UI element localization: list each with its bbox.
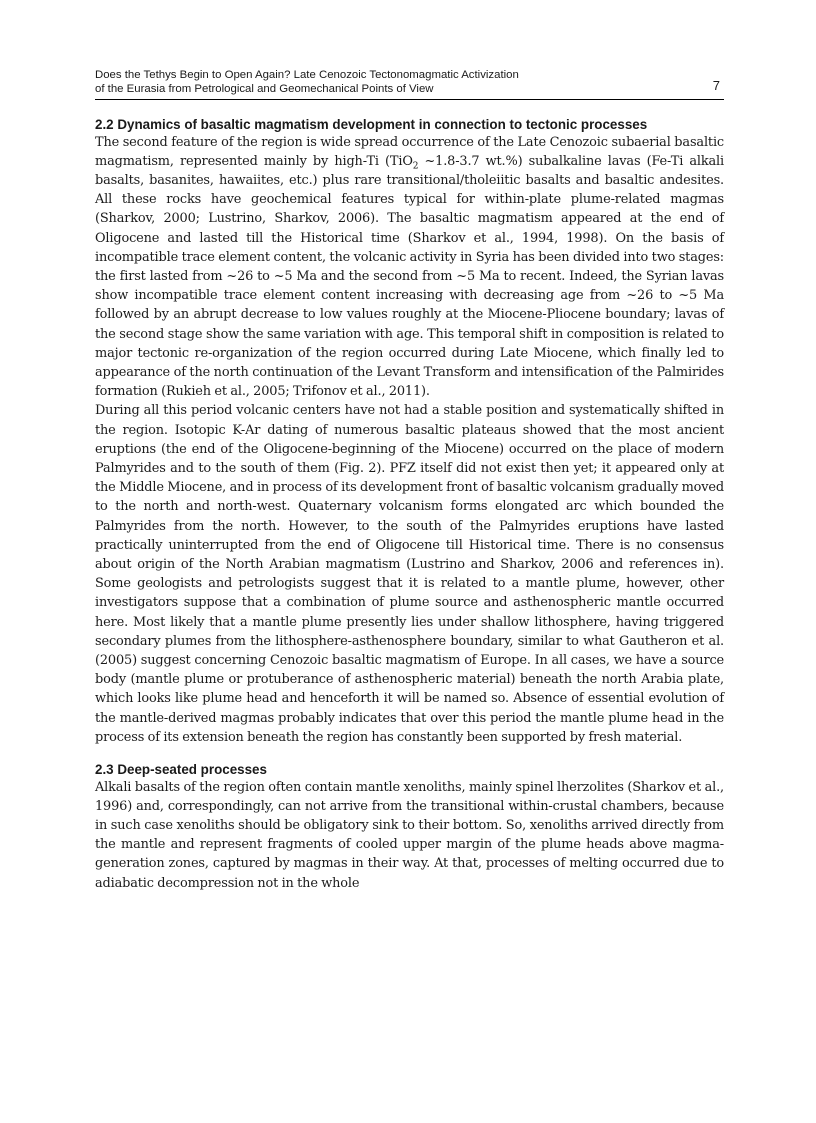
section-heading-2-3: 2.3 Deep-seated processes bbox=[95, 762, 267, 777]
running-title-line-2: of the Eurasia from Petrological and Geomechanical Points of View bbox=[95, 82, 434, 95]
section-gap bbox=[95, 747, 724, 762]
paragraph-deep-seated: Alkali basalts of the region often contain mantle xenoliths, mainly spinel lherzolites (Sharkov et al., 1996) and, correspondingly, can not arrive from the transitional within-crustal chambers, because in such case xenoliths should be obligatory sink to their bottom. So, xenoliths arrived directly from the mantle and represent fragments of cooled upper margin of the plume heads above magma-generation zones, captured by magmas in their way. At that, processes of melting occurred due to adiabatic decompression not in the whole bbox=[95, 779, 724, 891]
section-heading-2-2: 2.2 Dynamics of basaltic magmatism development in connection to tectonic processes bbox=[95, 117, 648, 132]
page-header bbox=[95, 67, 724, 100]
paragraph-volcanic-centers: During all this period volcanic centers have not had a stable position and systematically shifted in the region. Isotopic K-Ar dating of numerous basaltic plateaus showed that the most ancient eruptions (the end of the Oligocene-beginning of the Miocene) occurred on the place of modern Palmyrides and to the south of them (Fig. 2). PFZ itself did not exist then yet; it appeared only at the Middle Miocene, and in process of its development front of basaltic volcanism gradually moved to the north and north-west. Quaternary volcanism forms elongated arc which bounded the Palmyrides from the north. However, to the south of the Palmyrides eruptions have lasted practically uninterrupted from the end of Oligocene till Historical time. There is no consensus about origin of the North Arabian magmatism (Lustrino and Sharkov, 2006 and references in). Some geologists and petrologists suggest that it is related to a mantle plume, however, other investigators suppose that a combination of plume source and asthenospheric mantle occurred here. Most likely that a mantle plume presently lies under shallow lithosphere, having triggered secondary plumes from the lithosphere-asthenosphere boundary, similar to what Gautheron et al. (2005) suggest concerning Cenozoic basaltic magmatism of Europe. In all cases, we have a source body (mantle plume or protuberance of asthenospheric material) beneath the north Arabia plate, which looks like plume head and henceforth it will be named so. Absence of essential evolution of the mantle-derived magmas probably indicates that over this period the mantle plume head in the process of its extension beneath the region has constantly been supported by fresh material. bbox=[95, 403, 724, 745]
running-title-line-1: Does the Tethys Begin to Open Again? Late Cenozoic Tectonomagmatic Activization bbox=[95, 69, 519, 81]
paragraph-text-part-a: The second feature of the region is wide spread occurrence of the Late Cenozoic subaerial basaltic magmatism, represented mainly by high-Ti (TiO bbox=[95, 134, 724, 169]
page-body bbox=[95, 117, 724, 893]
paragraph-basaltic-magmatism bbox=[95, 133, 724, 402]
page-number: 7 bbox=[712, 78, 720, 93]
running-title bbox=[95, 69, 655, 96]
subscript-2: 2 bbox=[412, 161, 419, 172]
paragraph-text-part-b: ~1.8-3.7 wt.%) subalkaline lavas (Fe-Ti alkali basalts, basanites, hawaiites, etc.) plus rare transitional/tholeiitic basalts and basaltic andesites. All these rocks have geochemical features typical for within-plate plume-related magmas (Sharkov, 2000; Lustrino, Sharkov, 2006). The basaltic magmatism appeared at the end of Oligocene and lasted till the Historical time (Sharkov et al., 1994, 1998). On the basis of incompatible trace element content, the volcanic activity in Syria has been divided into two stages: the first lasted from ~26 to ~5 Ma and the second from ~5 Ma to recent. Indeed, the Syrian lavas show incompatible trace element content increasing with decreasing age from ~26 to ~5 Ma followed by an abrupt decrease to low values roughly at the Miocene-Pliocene boundary; lavas of the second stage show the same variation with age. This temporal shift in composition is related to major tectonic re-organization of the region occurred during Late Miocene, which finally led to appearance of the north continuation of the Levant Transform and intensification of the Palmirides formation (Rukieh et al., 2005; Trifonov et al., 2011). bbox=[95, 153, 724, 400]
